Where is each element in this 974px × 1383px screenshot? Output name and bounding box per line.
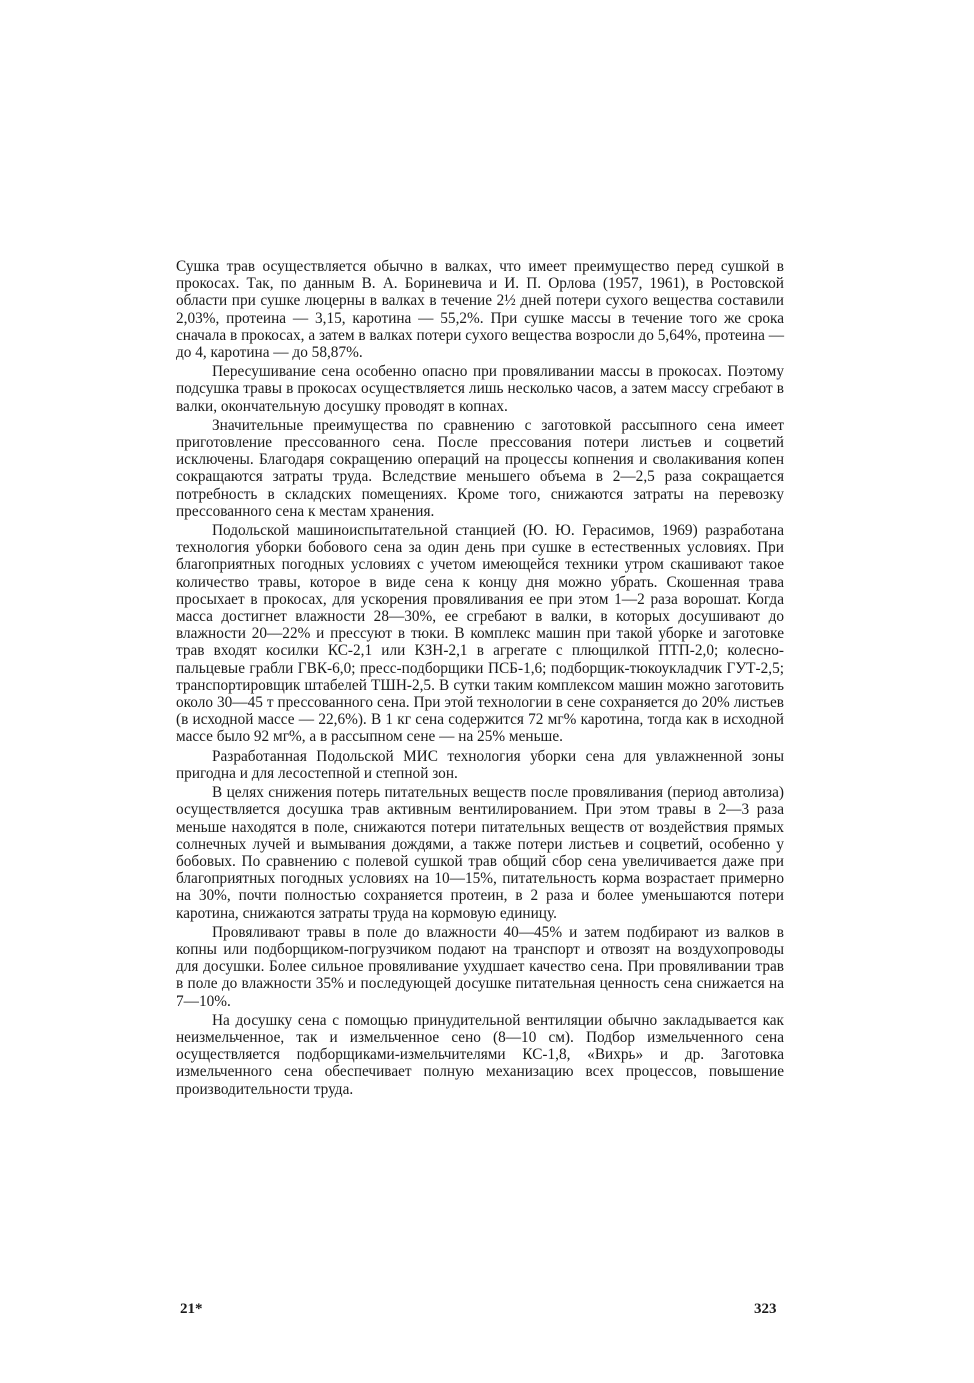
paragraph-7: Провяливают травы в поле до влажности 40—45% и затем подбирают из валков в копны или подборщиком-погрузчиком подают на транспорт и отвозят на воздухопроводы для досушки. Более сильное провяливание ухудшает качество сена. При провяливании трав в поле до влажности 35% и последующей досушке питательная ценность сена снижается на 7—10%. (176, 923, 784, 1010)
paragraph-1: Сушка трав осуществляется обычно в валках, что имеет преимущество перед сушкой в прокосах. Так, по данным В. А. Бориневича и И. П. Орлова (1957, 1961), в Ростовской области при сушке люцерны в валках в течение 2½ дней потери сухого вещества составили 2,03%, протеина — 3,15, каротина — 55,2%. При сушке массы в течение того же срока сначала в прокосах, а затем в валках потери сухого вещества возросли до 5,64%, протеина — до 4, каротина — до 58,87%. (176, 258, 784, 362)
signature-mark: 21* (180, 1301, 203, 1317)
paragraph-6: В целях снижения потерь питательных веществ после провяливания (период автолиза) осуществляется досушка трав активным вентилированием. При этом травы в 2—3 раза меньше находятся в поле, снижаются потери питательных веществ от воздействия прямых солнечных лучей и вымывания дождями, а также потери листьев и соцветий, особенно у бобовых. По сравнению с полевой сушкой трав общий сбор сена увеличивается даже при благоприятных погодных условиях на 10—15%, питательность корма возрастает примерно на 30%, почти полностью сохраняется протеин, в 2 раза и более уменьшаются потери каротина, снижаются затраты труда на кормовую единицу. (176, 784, 784, 922)
paragraph-4: Подольской машиноиспытательной станцией (Ю. Ю. Герасимов, 1969) разработана технология уборки бобового сена за один день при сушке в естественных условиях. При благоприятных погодных условиях с учетом имеющейся техники утром скашивают такое количество травы, которое в виде сена к концу дня можно убрать. Скошенная трава просыхает в прокосах, для ускорения провяливания ее при этом 1—2 раза ворошат. Когда масса достигнет влажности 28—30%, ее сгребают в валки, в которых досушивают до влажности 20—22% и прессуют в тюки. В комплекс машин при такой уборке и заготовке трав входят косилки КС-2,1 или КЗН-2,1 в агрегате с плющилкой ПТП-2,0; колесно-пальцевые грабли ГВК-6,0; пресс-подборщики ПСБ-1,6; подборщик-тюкоукладчик ГУТ-2,5; транспортировщик штабелей ТШН-2,5. В сутки таким комплексом машин можно заготовить около 30—45 т прессованного сена. При этой технологии в сене сохраняется до 20% листьев (в исходной массе — 22,6%). В 1 кг сена содержится 72 мг% каротина, тогда как в исходной массе было 92 мг%, а в рассыпном сене — на 25% меньше. (176, 522, 784, 746)
paragraph-5: Разработанная Подольской МИС технология уборки сена для увлажненной зоны пригодна и для лесостепной и степной зон. (176, 747, 784, 782)
page-number: 323 (754, 1301, 777, 1317)
paragraph-2: Пересушивание сена особенно опасно при провяливании массы в прокосах. Поэтому подсушка травы в прокосах осуществляется лишь несколько часов, а затем массу сгребают в валки, окончательную досушку проводят в копнах. (176, 363, 784, 415)
paragraph-3: Значительные преимущества по сравнению с заготовкой рассыпного сена имеет приготовление прессованного сена. После прессования потери листьев и соцветий исключены. Благодаря сокращению операций на процессы копнения и сволакивания копен сокращаются затраты труда. Вследствие меньшего объема в 2—2,5 раза сокращается потребность в складских помещениях. Кроме того, снижаются затраты на перевозку прессованного сена к местам хранения. (176, 416, 784, 520)
paragraph-8: На досушку сена с помощью принудительной вентиляции обычно закладывается как неизмельченное, так и измельченное сено (8—10 см). Подбор измельченного сена осуществляется подборщиками-измельчителями КС-1,8, «Вихрь» и др. Заготовка измельченного сена обеспечивает полную механизацию всех процессов, повышение производительности труда. (176, 1011, 784, 1098)
body-text (176, 258, 784, 1098)
